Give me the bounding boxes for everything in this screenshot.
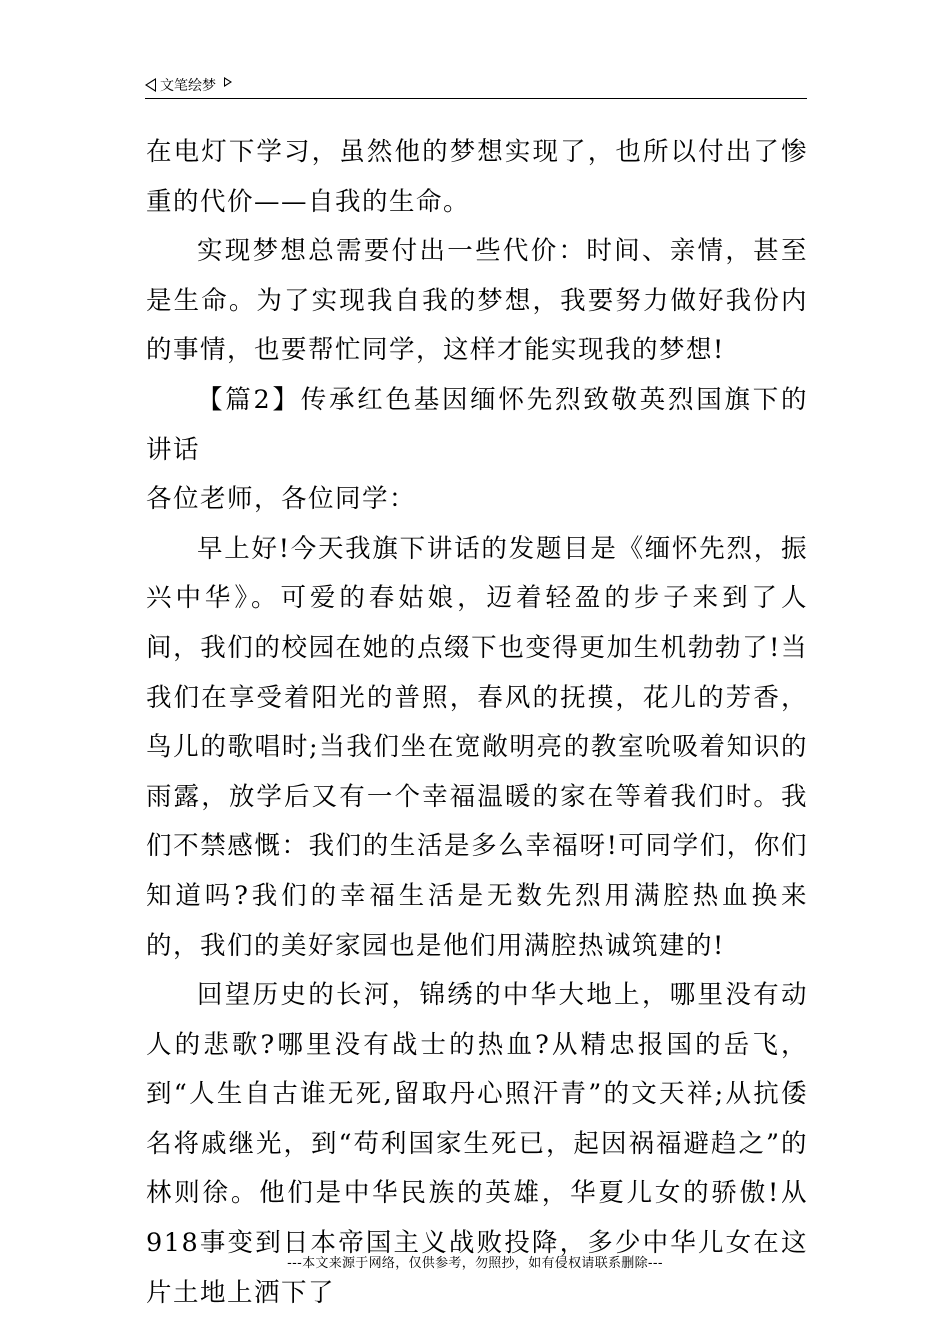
salutation: 各位老师，各位同学： xyxy=(146,484,417,515)
paragraph-1: 在电灯下学习，虽然他的梦想实现了，也所以付出了惨重的代价——自我的生命。 xyxy=(146,137,808,217)
left-triangle-icon xyxy=(145,78,156,92)
section-heading: 【篇2】传承红色基因缅怀先烈致敬英烈国旗下的讲话 xyxy=(146,384,808,465)
document-body xyxy=(146,128,808,1318)
page-header xyxy=(145,72,807,99)
paragraph-4: 回望历史的长河，锦绣的中华大地上，哪里没有动人的悲歌?哪里没有战士的热血?从精忠报国的岳飞，到“人生自古谁无死,留取丹心照汗青”的文天祥;从抗倭名将戚继光，到“苟利国家生死已，起因祸福避趋之”的林则徐。他们是中华民族的英雄，华夏儿女的骄傲!从918事变到日本帝国主义战败投降，多少中华儿女在这片土地上洒下了 xyxy=(146,980,808,1308)
page-footer: ---本文来源于网络，仅供参考，勿照抄，如有侵权请联系删除--- xyxy=(287,1256,663,1271)
paragraph-3: 早上好!今天我旗下讲话的发题目是《缅怀先烈，振兴中华》。可爱的春姑娘，迈着轻盈的步子来到了人间，我们的校园在她的点缀下也变得更加生机勃勃了!当我们在享受着阳光的普照，春风的抚摸，花儿的芳香，鸟儿的歌唱时;当我们坐在宽敞明亮的教室吮吸着知识的雨露，放学后又有一个幸福温暖的家在等着我们时。我们不禁感慨：我们的生活是多么幸福呀!可同学们，你们知道吗?我们的幸福生活是无数先烈用满腔热血换来的，我们的美好家园也是他们用满腔热诚筑建的! xyxy=(146,533,808,961)
header-title: 文笔绘梦 xyxy=(160,78,216,94)
right-triangle-icon xyxy=(224,77,232,87)
paragraph-2: 实现梦想总需要付出一些代价：时间、亲情，甚至是生命。为了实现我自我的梦想，我要努力做好我份内的事情，也要帮忙同学，这样才能实现我的梦想! xyxy=(146,236,808,366)
